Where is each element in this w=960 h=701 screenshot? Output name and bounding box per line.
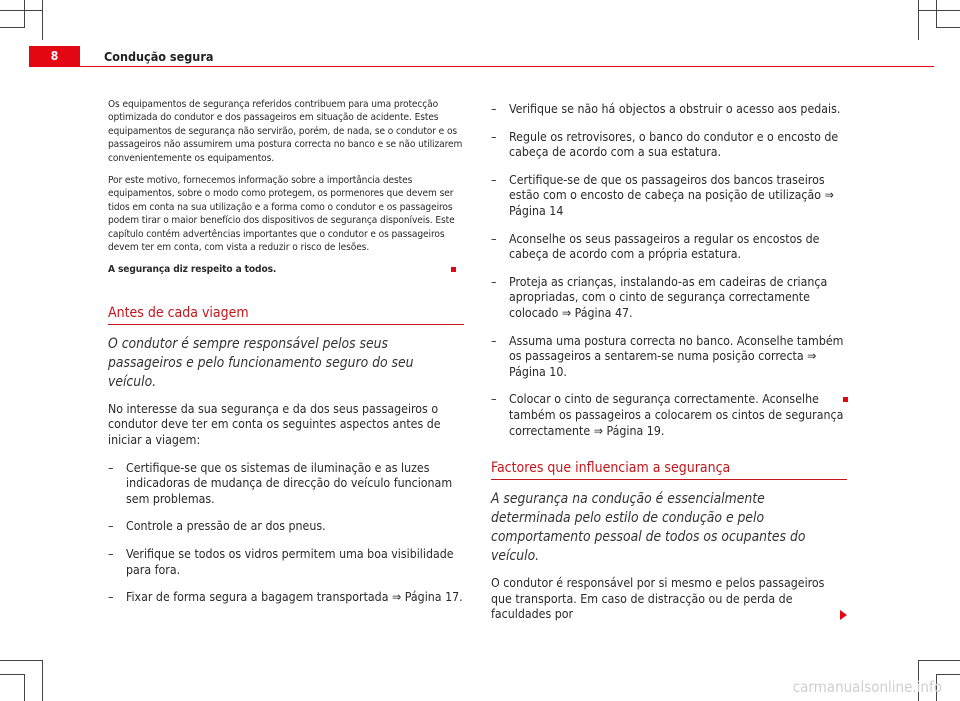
- right-column: [491, 102, 847, 635]
- crop-mark: [936, 27, 960, 28]
- list-item: – Proteja as crianças, instalando-as em cadeiras de criança apropriadas, com o cinto de segurança correctamente colocado ⇒ Página 47.: [491, 275, 847, 322]
- list-item: [491, 392, 847, 439]
- list-item: – Aconselhe os seus passageiros a regular os encostos de cabeça de acordo com a própria estatura.: [491, 232, 847, 263]
- section-title-factores: Factores que influenciam a segurança: [491, 459, 847, 480]
- crop-mark: [0, 674, 24, 675]
- list-item: – Certifique-se de que os passageiros dos bancos traseiros estão com o encosto de cabeça na posição de utilização ⇒ Página 14: [491, 173, 847, 220]
- section-lead: O condutor é sempre responsável pelos seus passageiros e pelo funcionamento seguro do seu veículo.: [108, 335, 414, 390]
- closing-statement: [108, 263, 464, 276]
- left-column: [108, 98, 464, 618]
- crop-mark: [0, 660, 42, 661]
- watermark: carmanualsonline.info: [792, 678, 942, 696]
- crop-mark: [936, 0, 937, 28]
- list-item: – Verifique se todos os vidros permitem uma boa visibilidade para fora.: [108, 547, 464, 578]
- body-paragraph: [491, 576, 847, 623]
- section-title-antes: Antes de cada viagem: [108, 304, 464, 325]
- section-lead: A segurança na condução é essencialmente determinada pelo estilo de condução e pelo comportamento pessoal de todos os ocupantes do veículo.: [491, 491, 806, 565]
- chapter-title: Condução segura: [104, 49, 214, 64]
- crop-mark: [918, 660, 960, 661]
- end-of-section-marker: [451, 267, 456, 272]
- checklist: [491, 102, 847, 439]
- list-item: – Fixar de forma segura a bagagem transportada ⇒ Página 17.: [108, 590, 464, 606]
- list-item: – Verifique se não há objectos a obstruir o acesso aos pedais.: [491, 102, 847, 118]
- list-item: – Certifique-se que os sistemas de iluminação e as luzes indicadoras de mudança de direcção do veículo funcionam sem problemas.: [108, 461, 464, 508]
- continue-arrow-icon: [840, 610, 847, 620]
- header-rule: [80, 66, 934, 67]
- list-item: – Regule os retrovisores, o banco do condutor e o encosto de cabeça de acordo com a sua estatura.: [491, 130, 847, 161]
- list-item-text: Colocar o cinto de segurança correctamente. Aconselhe também os passageiros a colocarem os cintos de segurança correctamente ⇒ Página 19.: [509, 392, 844, 438]
- crop-mark: [0, 27, 24, 28]
- crop-mark: [0, 10, 42, 11]
- intro-paragraph: Os equipamentos de segurança referidos contribuem para uma protecção optimizada do condutor e dos passageiros em situação de acidente. Estes equipamentos de segurança não servirão, porém, de nada, se o condutor e os passageiros não assumirem uma postura correcta no banco e se não utilizarem convenientemente os equipamentos.: [108, 99, 463, 164]
- crop-mark: [918, 0, 919, 40]
- body-paragraph: No interesse da sua segurança e da dos seus passageiros o condutor deve ter em conta os seguintes aspectos antes de iniciar a viagem:: [108, 401, 441, 448]
- crop-mark: [918, 10, 960, 11]
- list-item: – Controle a pressão de ar dos pneus.: [108, 519, 464, 535]
- crop-mark: [24, 0, 25, 28]
- intro-paragraph: Por este motivo, fornecemos informação sobre a importância destes equipamentos, sobre o modo como protegem, os pormenores que devem ser tidos em conta na sua utilização e a forma como o condutor e os passageiros podem tirar o maior benefício dos dispositivos de segurança disponíveis. Este capítulo contém advertências importantes que o condutor e os passageiros devem ter em conta, com vista a reduzir o risco de lesões.: [108, 175, 455, 254]
- page-number: 8: [50, 49, 59, 63]
- closing-statement-text: A segurança diz respeito a todos.: [108, 264, 277, 276]
- checklist: [108, 461, 464, 606]
- end-of-section-marker: [843, 397, 848, 402]
- body-paragraph-text: O condutor é responsável por si mesmo e pelos passageiros que transporta. Em caso de distracção ou de perda de faculdades por: [491, 576, 825, 622]
- crop-mark: [936, 674, 960, 675]
- list-item: – Assuma uma postura correcta no banco. Aconselhe também os passageiros a sentarem-se numa posição correcta ⇒ Página 10.: [491, 334, 847, 381]
- crop-mark: [42, 0, 43, 40]
